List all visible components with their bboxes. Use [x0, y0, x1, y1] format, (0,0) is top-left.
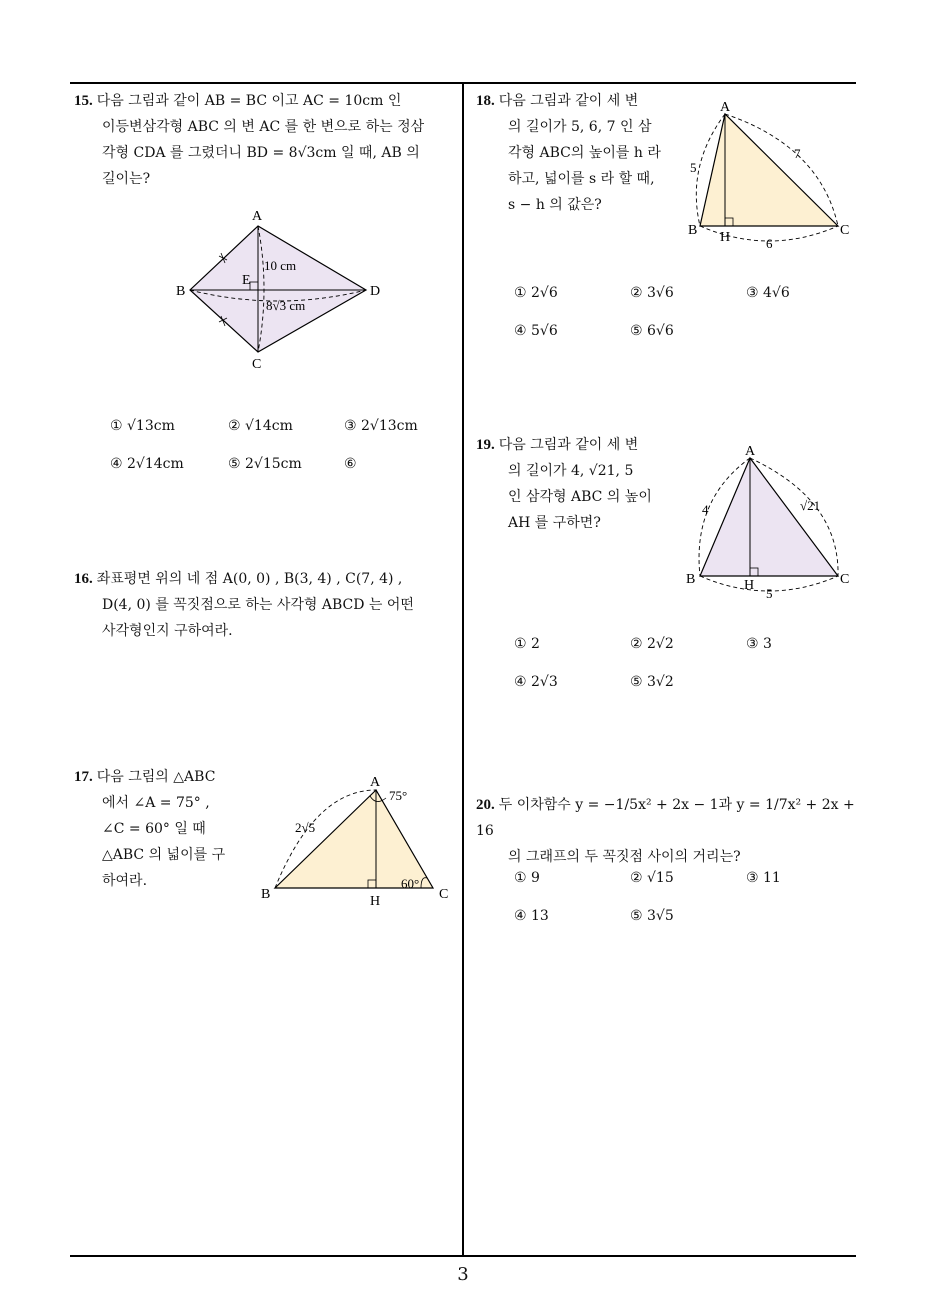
question-16: [74, 566, 458, 644]
angle-label-a: 75°: [389, 788, 408, 803]
length-label-ac: 10 cm: [264, 258, 297, 273]
option-19-1[interactable]: ① 2: [514, 636, 540, 652]
question-line: ∠C = 60° 일 때: [102, 821, 206, 837]
angle-label-c: 60°: [401, 876, 420, 891]
length-label-ac: √21: [800, 498, 821, 513]
option-20-3[interactable]: ③ 11: [746, 870, 781, 886]
point-label-e: E: [242, 273, 251, 288]
option-20-2[interactable]: ② √15: [630, 870, 674, 886]
figure-17-triangle: [255, 770, 455, 910]
question-line: AH 를 구하면?: [508, 515, 601, 531]
question-line: 다음 그림과 같이 세 변: [498, 437, 639, 453]
length-label-bc: 6: [766, 236, 773, 251]
vertex-label-c: C: [439, 887, 449, 902]
question-18: [476, 88, 676, 218]
option-18-4[interactable]: ④ 5√6: [514, 323, 558, 339]
question-line: 이등변삼각형 ABC 의 변 AC 를 한 변으로 하는 정삼: [102, 119, 425, 135]
question-number: 15.: [74, 93, 93, 109]
length-label-ab: 5: [690, 160, 697, 175]
question-19: [476, 432, 676, 536]
vertex-label-b: B: [176, 284, 186, 299]
option-15-1[interactable]: ① √13cm: [110, 418, 175, 434]
column-divider: [462, 82, 464, 1256]
vertex-label-c: C: [840, 572, 850, 587]
question-line: △ABC 의 넓이를 구: [102, 847, 226, 863]
vertex-label-b: B: [261, 887, 271, 902]
question-line: 에서 ∠A = 75° ,: [102, 795, 210, 811]
option-15-5[interactable]: ⑤ 2√15cm: [228, 456, 302, 472]
point-label-h: H: [744, 578, 755, 593]
question-line: s − h 의 값은?: [508, 197, 602, 213]
option-20-4[interactable]: ④ 13: [514, 908, 549, 924]
vertex-label-b: B: [686, 572, 696, 587]
length-label-bd: 8√3 cm: [266, 298, 306, 313]
length-label-ab: 2√5: [295, 820, 316, 835]
question-number: 20.: [476, 797, 495, 813]
vertex-label-a: A: [370, 775, 381, 790]
length-label-ab: 4: [702, 502, 709, 517]
question-line: 하여라.: [102, 873, 148, 889]
length-label-ac: 7: [794, 146, 801, 161]
point-label-h: H: [720, 230, 731, 245]
question-number: 16.: [74, 571, 93, 587]
question-line: 다음 그림의 △ABC: [96, 769, 216, 785]
vertex-label-d: D: [370, 284, 381, 299]
option-15-3[interactable]: ③ 2√13cm: [344, 418, 418, 434]
question-line: 각형 CDA 를 그렸더니 BD = 8√3cm 일 때, AB 의: [102, 145, 420, 161]
question-number: 17.: [74, 769, 93, 785]
question-line: 의 그래프의 두 꼭짓점 사이의 거리는?: [508, 849, 741, 865]
vertex-label-c: C: [252, 357, 262, 372]
question-line: 다음 그림과 같이 세 변: [498, 93, 639, 109]
vertex-label-a: A: [720, 100, 731, 115]
question-number: 19.: [476, 437, 495, 453]
length-label-bc: 5: [766, 586, 773, 601]
question-line: 사각형인지 구하여라.: [102, 623, 233, 639]
page-number: 3: [457, 1264, 469, 1285]
option-20-5[interactable]: ⑤ 3√5: [630, 908, 674, 924]
question-line: 의 길이가 4, √21, 5: [508, 463, 634, 479]
option-19-5[interactable]: ⑤ 3√2: [630, 674, 674, 690]
question-line: 의 길이가 5, 6, 7 인 삼: [508, 119, 652, 135]
vertex-label-c: C: [840, 223, 850, 238]
option-19-2[interactable]: ② 2√2: [630, 636, 674, 652]
figure-18-triangle: [680, 96, 860, 256]
question-17: [74, 764, 254, 894]
question-line: 하고, 넓이를 s 라 할 때,: [508, 171, 655, 187]
figure-15-quadrilateral: [170, 200, 400, 380]
question-line: 두 이차함수 y = −1/5x² + 2x − 1과 y = 1/7x² + 2x + 16: [476, 797, 855, 839]
option-20-1[interactable]: ① 9: [514, 870, 540, 886]
question-line: 좌표평면 위의 네 점 A(0, 0) , B(3, 4) , C(7, 4) ,: [96, 571, 403, 587]
option-18-3[interactable]: ③ 4√6: [746, 285, 790, 301]
vertex-label-a: A: [745, 444, 756, 459]
question-line: 길이는?: [102, 171, 151, 187]
vertex-label-b: B: [688, 223, 698, 238]
point-label-h: H: [370, 894, 381, 909]
option-18-5[interactable]: ⑤ 6√6: [630, 323, 674, 339]
question-line: D(4, 0) 를 꼭짓점으로 하는 사각형 ABCD 는 어떤: [102, 597, 414, 613]
vertex-label-a: A: [252, 209, 263, 224]
option-15-2[interactable]: ② √14cm: [228, 418, 293, 434]
question-line: 각형 ABC의 높이를 h 라: [508, 145, 661, 161]
option-18-2[interactable]: ② 3√6: [630, 285, 674, 301]
question-15: [74, 88, 458, 192]
option-18-1[interactable]: ① 2√6: [514, 285, 558, 301]
option-19-3[interactable]: ③ 3: [746, 636, 772, 652]
option-15-6[interactable]: ⑥: [344, 456, 357, 472]
question-20: [476, 792, 860, 870]
figure-19-triangle: [680, 440, 860, 605]
question-number: 18.: [476, 93, 495, 109]
option-15-4[interactable]: ④ 2√14cm: [110, 456, 184, 472]
question-line: 인 삼각형 ABC 의 높이: [508, 489, 652, 505]
option-19-4[interactable]: ④ 2√3: [514, 674, 558, 690]
question-line: 다음 그림과 같이 AB = BC 이고 AC = 10cm 인: [96, 93, 402, 109]
